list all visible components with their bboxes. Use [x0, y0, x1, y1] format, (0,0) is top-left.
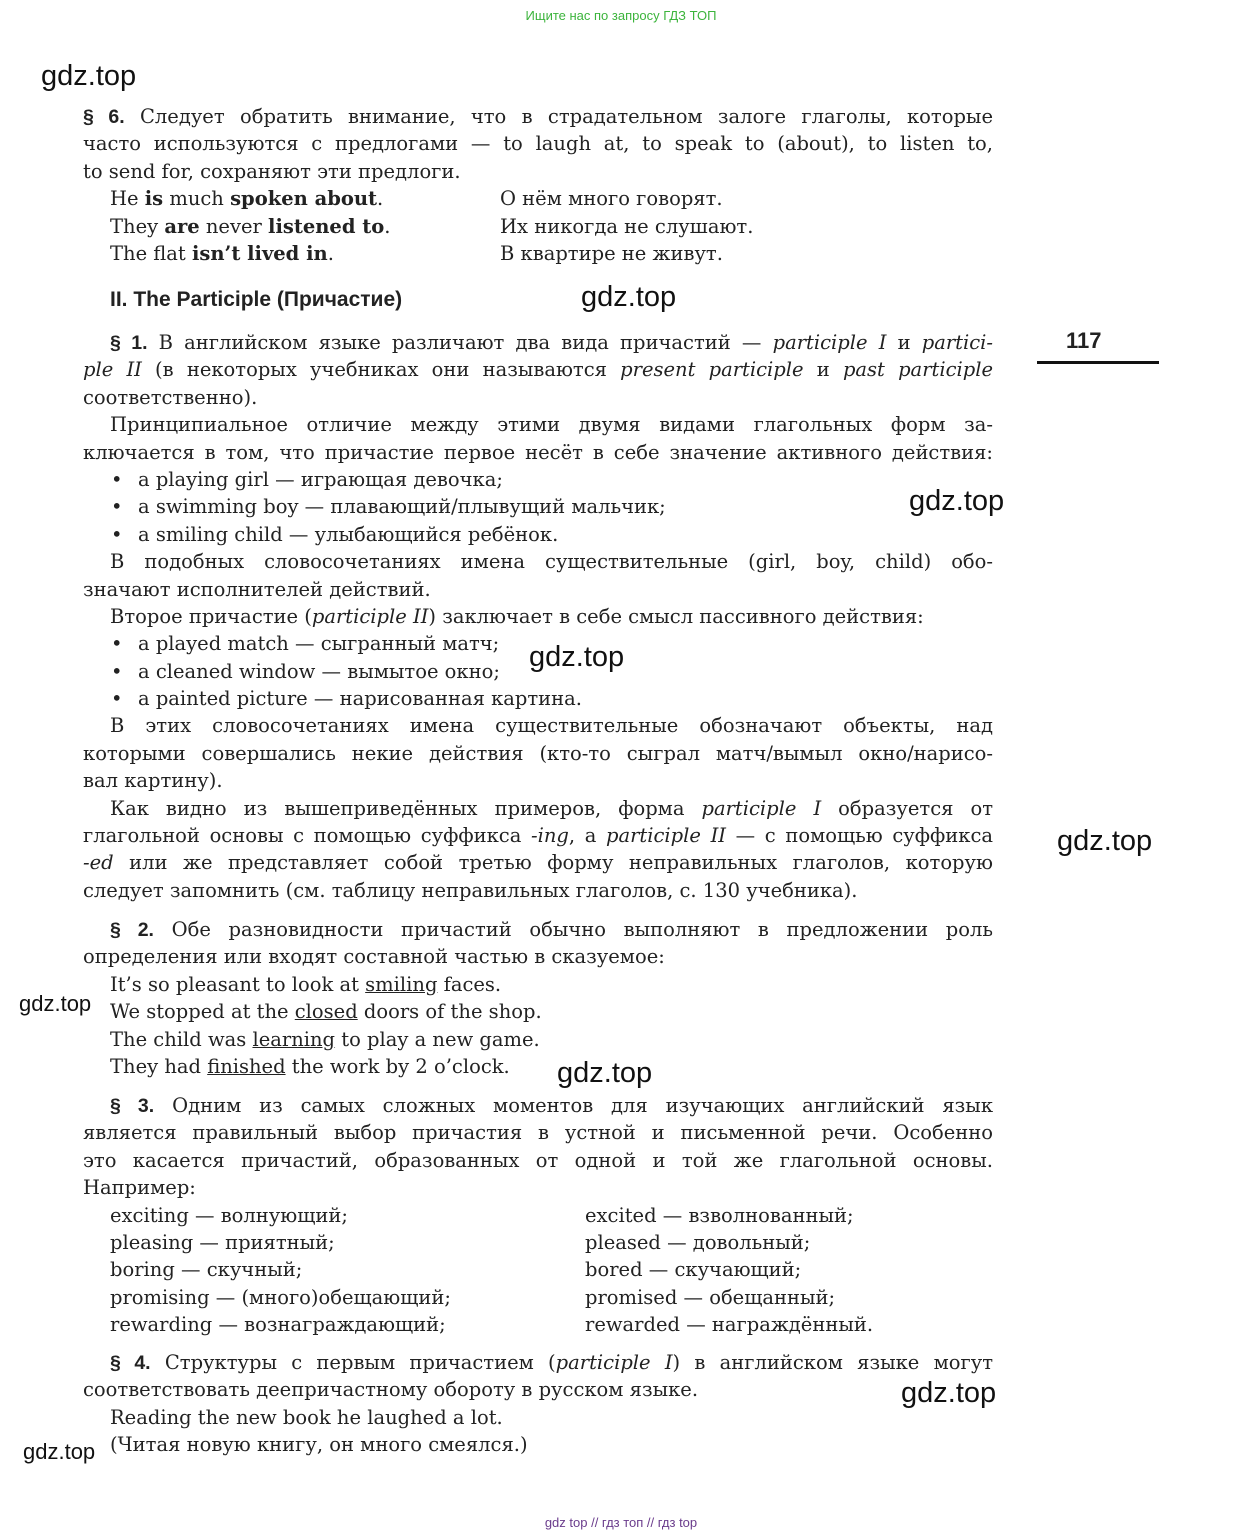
footer-links[interactable]: gdz top // гдз топ // гдз top [544, 1515, 698, 1530]
example-line: Reading the new book he laughed a lot. [110, 1405, 503, 1429]
watermark: gdz.top [909, 485, 1005, 517]
example-row: He is much spoken about. О нём много говорят. [83, 185, 993, 212]
section-4 [83, 1349, 993, 1459]
list-item: • a cleaned window — вымытое окно; [83, 658, 993, 685]
text-line: часто используются с предлогами — to laugh at, to speak to (about), to listen to, [83, 132, 993, 156]
word-pair: promising — (много)обещающий; promised — обещанный; [110, 1285, 836, 1309]
example-line: We stopped at the closed doors of the shop. [110, 1000, 542, 1024]
text-line: вал картину). [83, 769, 223, 793]
text-line: соответствовать деепричастному обороту в русском языке. [83, 1378, 699, 1402]
translation: Их никогда не слушают. [500, 214, 754, 238]
text-line: которыми совершались некие действия (кто-то сыграл матч/вымыл окно/нарисо- [83, 741, 993, 765]
watermark: gdz.top [23, 1439, 96, 1464]
watermark: gdz.top [581, 281, 677, 313]
watermark: gdz.top [901, 1377, 997, 1409]
watermark: gdz.top [529, 641, 625, 673]
list-item: • a painted picture — нарисованная картина. [83, 685, 993, 712]
section-heading: II. The Participle (Причастие) [110, 288, 403, 311]
list-item: • a playing girl — играющая девочка; [83, 466, 993, 493]
section-1 [83, 329, 993, 904]
text-line: это касается причастий, образованных от одной и той же глагольной основы. [83, 1148, 993, 1172]
section-6 [83, 103, 993, 267]
text-line: Второе причастие (participle II) заключает в себе смысл пассивного действия: [110, 604, 924, 628]
text-line: является правильный выбор причастия в устной и письменной речи. Особенно [83, 1121, 993, 1145]
list-item: • a swimming boy — плавающий/плывущий мальчик; [83, 493, 993, 520]
text-line: определения или входят составной частью в сказуемое: [83, 945, 665, 969]
section-2 [83, 916, 993, 1080]
page-number: 117 [1066, 328, 1102, 353]
section-label: § 6. [83, 106, 125, 128]
text: Следует обратить внимание, что в страдательном залоге глаголы, которые [139, 105, 993, 128]
example-row: They are never listened to. Их никогда не слушают. [83, 213, 993, 240]
text-line: -ed или же представляет собой третью форму неправильных глаголов, которую [83, 851, 993, 875]
list-item: • a smiling child — улыбающийся ребёнок. [83, 521, 993, 548]
text-line: § 2. Обе разновидности причастий обычно выполняют в предложении роль [110, 918, 994, 941]
text-line: ключается в том, что причастие первое несёт в себе значение активного действия: [83, 440, 993, 464]
translation: О нём много говорят. [500, 187, 723, 211]
text-line: § 4. Структуры с первым причастием (participle I) в английском языке могут [110, 1351, 993, 1374]
section-3 [83, 1092, 993, 1339]
example-line: (Читая новую книгу, он много смеялся.) [110, 1433, 528, 1457]
list-item: • a played match — сыгранный матч; [83, 630, 993, 657]
text-line: Например: [83, 1176, 196, 1200]
text-line: значают исполнителей действий. [83, 577, 431, 601]
section-label: § 3. [110, 1095, 155, 1117]
example-line: They had finished the work by 2 o’clock. [110, 1054, 510, 1078]
text-line: глагольной основы с помощью суффикса -ing, а participle II — с помощью суффикса [83, 824, 994, 848]
word-pair: boring — скучный; bored — скучающий; [110, 1258, 802, 1282]
top-banner[interactable]: Ищите нас по запросу ГДЗ ТОП [525, 8, 717, 23]
translation: В квартире не живут. [500, 241, 723, 265]
section-label: § 1. [110, 332, 148, 354]
example-row: The flat isn’t lived in. В квартире не живут. [83, 240, 993, 267]
text-line: to send for, сохраняют эти предлоги. [83, 159, 461, 183]
watermark: gdz.top [557, 1057, 653, 1089]
text-line: Принципиальное отличие между этими двумя видами глагольных форм за- [110, 413, 993, 437]
text-line: соответственно). [83, 385, 258, 409]
word-pair: exciting — волнующий; excited — взволнованный; [110, 1203, 854, 1227]
text-line: § 1. В английском языке различают два вида причастий — participle I и partici- [110, 331, 993, 354]
watermark: gdz.top [19, 991, 92, 1016]
text-line: § 3. Одним из самых сложных моментов для изучающих английский язык [110, 1094, 994, 1117]
word-pair: rewarding — вознаграждающий; rewarded — награждённый. [110, 1313, 874, 1337]
page-number-rule [1037, 361, 1159, 364]
text-line: следует запомнить (см. таблицу неправильных глаголов, с. 130 учебника). [83, 878, 858, 902]
word-pair: pleasing — приятный; pleased — довольный; [110, 1230, 811, 1254]
section-label: § 4. [110, 1352, 151, 1374]
text-line: Как видно из вышеприведённых примеров, форма participle I образуется от [110, 796, 993, 820]
text-line: В этих словосочетаниях имена существительные обозначают объекты, над [110, 714, 993, 738]
section-label: § 2. [110, 919, 154, 941]
text-line [83, 103, 993, 130]
watermark: gdz.top [1057, 825, 1153, 857]
watermark: gdz.top [41, 60, 137, 92]
text-line: ple II (в некоторых учебниках они называются present participle и past participle [83, 358, 993, 382]
example-line: It’s so pleasant to look at smiling faces. [110, 972, 502, 996]
text-line: В подобных словосочетаниях имена существительные (girl, boy, child) обо- [110, 550, 993, 574]
example-line: The child was learning to play a new game. [110, 1027, 540, 1051]
